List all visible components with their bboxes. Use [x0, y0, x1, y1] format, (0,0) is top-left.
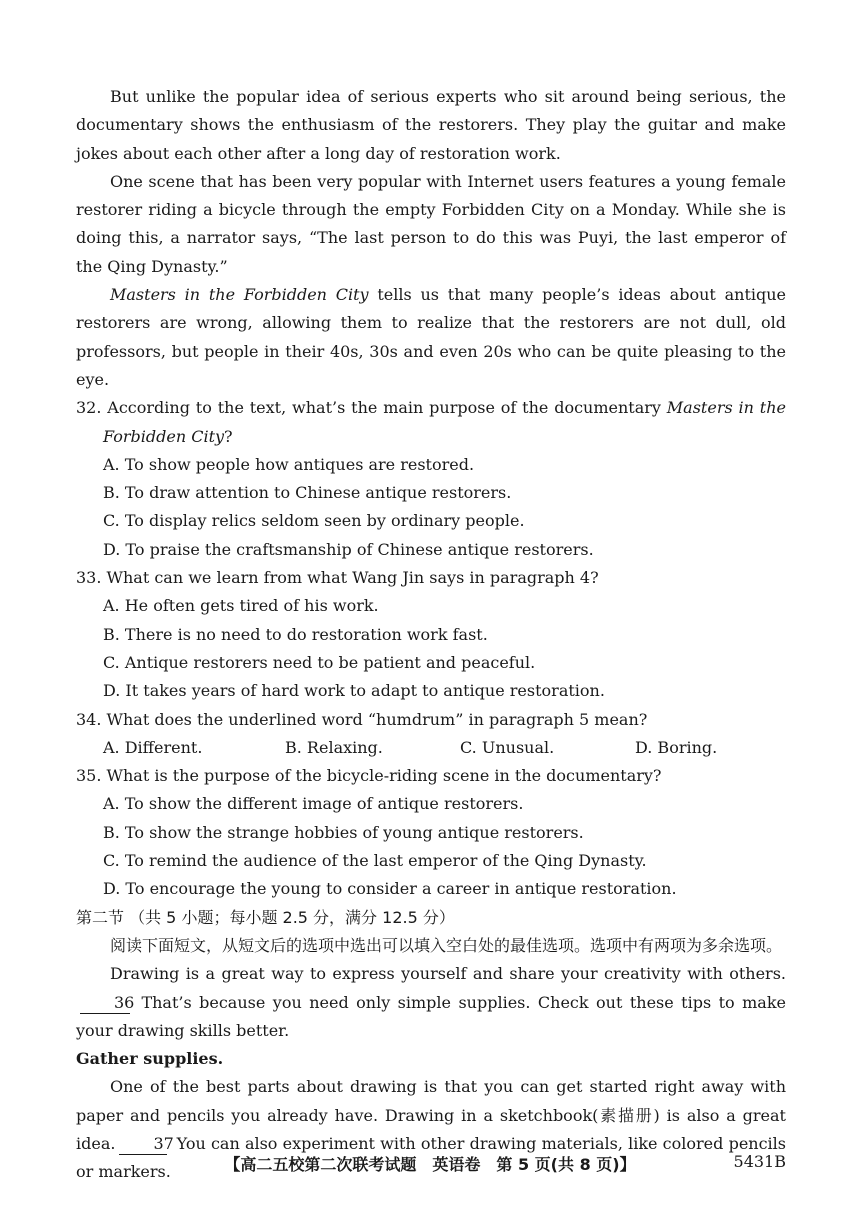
question-33-option-a: A. He often gets tired of his work. [103, 596, 379, 616]
question-33 [76, 564, 786, 705]
question-35 [76, 762, 786, 903]
passage-paragraph-1: But unlike the popular idea of serious experts who sit around being serious, the documentary shows the enthusiasm of the restorers. They play the guitar and make jokes about each other after a long day of restoration work. [76, 87, 786, 163]
question-34-option-a: A. Different. [103, 737, 203, 757]
question-34-stem: 34. What does the underlined word “humdrum” in paragraph 5 mean? [76, 709, 648, 729]
question-32-option-c: C. To display relics seldom seen by ordinary people. [103, 511, 525, 531]
question-33-stem: 33. What can we learn from what Wang Jin says in paragraph 4? [76, 568, 599, 588]
question-34-options [76, 734, 786, 762]
question-33-option-d: D. It takes years of hard work to adapt to antique restoration. [103, 681, 605, 701]
question-32-option-d: D. To praise the craftsmanship of Chinese antique restorers. [103, 539, 594, 559]
question-34-option-d: D. Boring. [635, 737, 718, 757]
blank-37: 37 [119, 1134, 167, 1155]
cloze-subheading: Gather supplies. [76, 1049, 224, 1069]
passage-paragraph-2: One scene that has been very popular with Internet users features a young female restorer riding a bicycle through the empty Forbidden City on a Monday. While she is doing this, a narrator says, “The last person to do this was Puyi, the last emperor of the Qing Dynasty.” [76, 171, 786, 276]
cloze-paragraph-1 [76, 960, 786, 1045]
cloze-paragraph-2-text: One of the best parts about drawing is that you can get started right away with paper and pencils you already have. Drawing in a sketchbook(素描册) is also a great idea. [76, 1077, 786, 1153]
question-35-option-b: B. To show the strange hobbies of young antique restorers. [103, 822, 584, 842]
passage-paragraph-3 [76, 281, 786, 394]
question-35-option-d: D. To encourage the young to consider a career in antique restoration. [103, 879, 677, 899]
question-33-option-b: B. There is no need to do restoration work fast. [103, 624, 488, 644]
question-35-stem: 35. What is the purpose of the bicycle-riding scene in the documentary? [76, 766, 662, 786]
footer-code: 5431B [733, 1152, 786, 1171]
footer-title: 【高二五校第二次联考试题 英语卷 第 5 页(共 8 页)】 [224, 1155, 636, 1174]
question-32-stem-mark: ? [224, 426, 233, 446]
question-32-stem-text: 32. According to the text, what’s the main purpose of the documentary [76, 398, 667, 418]
question-35-option-c: C. To remind the audience of the last emperor of the Qing Dynasty. [103, 851, 647, 871]
section-2-heading: 第二节 （共 5 小题；每小题 2.5 分，满分 12.5 分） [76, 907, 455, 927]
section-2-instruction: 阅读下面短文，从短文后的选项中选出可以填入空白处的最佳选项。选项中有两项为多余选项。 [110, 935, 783, 955]
blank-36: 36 [80, 993, 130, 1014]
page-content [76, 83, 786, 1187]
question-35-option-a: A. To show the different image of antique restorers. [103, 794, 524, 814]
question-32-option-a: A. To show people how antiques are restored. [103, 454, 475, 474]
question-32-option-b: B. To draw attention to Chinese antique restorers. [103, 483, 512, 503]
documentary-title: Masters in the Forbidden City [110, 285, 369, 305]
question-34-option-c: C. Unusual. [460, 737, 555, 757]
passage-paragraph-3-text: tells us that many people’s ideas about antique restorers are wrong, allowing them to realize that the restorers are not dull, old professors, but people in their 40s, 30s and even 20s who can be quite pleasing to the eye. [76, 285, 787, 389]
question-34-option-b: B. Relaxing. [285, 737, 383, 757]
question-33-option-c: C. Antique restorers need to be patient and peaceful. [103, 652, 536, 672]
question-34 [76, 706, 786, 763]
question-32-stem [76, 394, 786, 451]
question-32-stem-title: Masters in the Forbidden City [103, 398, 786, 446]
cloze-paragraph-1-text: Drawing is a great way to express yourself and share your creativity with others. [110, 964, 786, 984]
question-32 [76, 394, 786, 564]
cloze-paragraph-2-rest: You can also experiment with other drawing materials, like colored pencils or markers. [76, 1133, 786, 1182]
cloze-paragraph-1-rest: That’s because you need only simple supplies. Check out these tips to make your drawing skills better. [76, 992, 786, 1040]
